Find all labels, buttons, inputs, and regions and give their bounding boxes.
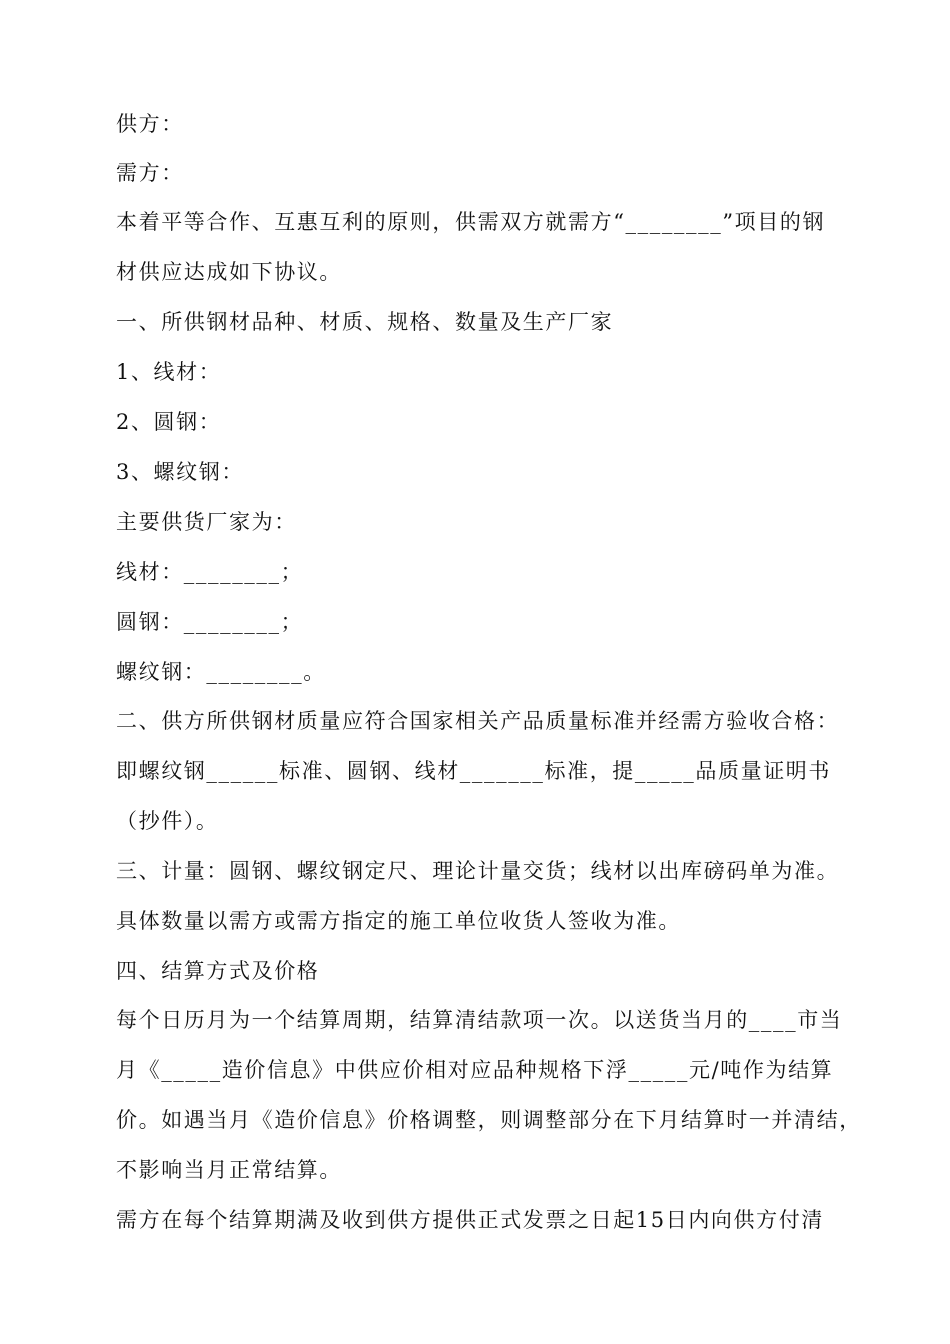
payment-terms-line: 需方在每个结算期满及收到供方提供正式发票之日起15日内向供方付清: [116, 1208, 824, 1232]
supplier-round-steel: 圆钢：________；: [116, 610, 304, 634]
item-wire-rod: 1、线材：: [116, 360, 222, 384]
section-4-line-4: 不影响当月正常结算。: [116, 1158, 342, 1182]
section-4-line-1: 每个日历月为一个结算周期，结算清结款项一次。以送货当月的____市当: [116, 1008, 843, 1032]
supplier-wire-rod: 线材：________；: [116, 560, 304, 584]
buyer-label: 需方：: [116, 161, 184, 185]
supplier-rebar: 螺纹钢：________。: [116, 660, 326, 684]
section-4-line-2: 月《_____造价信息》中供应价相对应品种规格下浮_____元/吨作为结算: [116, 1058, 834, 1082]
item-rebar: 3、螺纹钢：: [116, 460, 244, 484]
section-3-line-2: 具体数量以需方或需方指定的施工单位收货人签收为准。: [116, 909, 681, 933]
intro-paragraph-line-2: 材供应达成如下协议。: [116, 260, 342, 284]
section-4-line-3: 价。如遇当月《造价信息》价格调整，则调整部分在下月结算时一并清结，: [116, 1108, 862, 1132]
item-round-steel: 2、圆钢：: [116, 410, 222, 434]
section-2-line-2: 即螺纹钢______标准、圆钢、线材_______标准，提_____品质量证明书: [116, 759, 831, 783]
intro-paragraph-line-1: 本着平等合作、互惠互利的原则，供需双方就需方“________”项目的钢: [116, 210, 826, 234]
section-4-heading: 四、结算方式及价格: [116, 959, 320, 983]
supplier-label: 供方：: [116, 112, 184, 136]
section-2-line-1: 二、供方所供钢材质量应符合国家相关产品质量标准并经需方验收合格：: [116, 709, 840, 733]
section-3-line-1: 三、计量：圆钢、螺纹钢定尺、理论计量交货；线材以出库磅码单为准。: [116, 859, 840, 883]
section-1-heading: 一、所供钢材品种、材质、规格、数量及生产厂家: [116, 310, 614, 334]
main-suppliers-label: 主要供货厂家为：: [116, 510, 297, 534]
section-2-line-3: （抄件）。: [116, 809, 219, 833]
